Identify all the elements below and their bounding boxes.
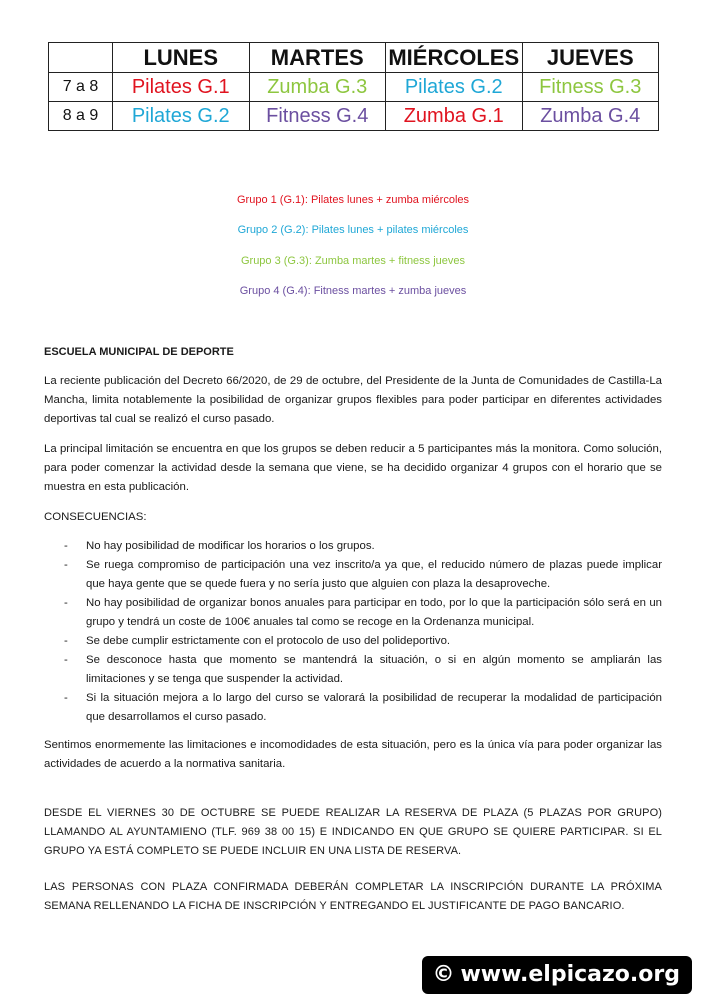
list-item: - Se desconoce hasta que momento se mantendrá la situación, o si en algún momento se ampliarán las limitaciones y se tenga que suspender la actividad.	[64, 654, 662, 685]
schedule-row	[49, 102, 659, 131]
consequences-title: CONSECUENCIAS:	[44, 511, 147, 523]
registration-notice: LAS PERSONAS CON PLAZA CONFIRMADA DEBERÁN COMPLETAR LA INSCRIPCIÓN DURANTE LA PRÓXIMA SEMANA RELLENANDO LA FICHA DE INSCRIPCIÓN Y ENTREGANDO EL JUSTIFICANTE DE PAGO BANCARIO.	[44, 881, 662, 912]
group-legend-2: Grupo 2 (G.2): Pilates lunes + pilates miércoles	[237, 224, 469, 236]
time-slot: 7 a 8	[49, 73, 113, 102]
list-item: - No hay posibilidad de organizar bonos anuales para participar en todo, por lo que la participación sólo será en un grupo y tendrá un coste de 100€ anuales tal como se recoge en la Ordenanza municipal.	[64, 597, 662, 628]
schedule-cell: Zumba G.1	[386, 102, 523, 131]
schedule-corner-cell	[49, 43, 113, 73]
list-item: - Se ruega compromiso de participación una vez inscrito/a ya que, el reducido número de plazas puede implicar que haya gente que se quede fuera y no sería justo que alguien con plaza la desaproveche.	[64, 559, 662, 590]
time-slot: 8 a 9	[49, 102, 113, 131]
schedule-header-row	[49, 43, 659, 73]
list-item: - Si la situación mejora a lo largo del curso se valorará la posibilidad de recuperar la modalidad de participación que desarrollamos el curso pasado.	[64, 692, 662, 723]
watermark-text: www.elpicazo.org	[460, 962, 680, 987]
day-header-monday: LUNES	[113, 43, 250, 73]
schedule-cell: Zumba G.3	[249, 73, 386, 102]
list-item: - Se debe cumplir estrictamente con el protocolo de uso del polideportivo.	[64, 635, 451, 647]
schedule-cell: Pilates G.1	[113, 73, 250, 102]
schedule-cell: Fitness G.4	[249, 102, 386, 131]
list-item: - No hay posibilidad de modificar los horarios o los grupos.	[64, 540, 375, 552]
schedule-row	[49, 73, 659, 102]
section-heading: ESCUELA MUNICIPAL DE DEPORTE	[44, 346, 234, 358]
schedule-cell: Pilates G.2	[386, 73, 523, 102]
consequences-list-wrapper	[44, 537, 662, 727]
group-legend-4: Grupo 4 (G.4): Fitness martes + zumba jueves	[239, 285, 467, 297]
schedule-cell: Fitness G.3	[522, 73, 659, 102]
group-legend-1: Grupo 1 (G.1): Pilates lunes + zumba miércoles	[236, 194, 469, 206]
paragraph-closing: Sentimos enormemente las limitaciones e incomodidades de esta situación, pero es la única vía para poder organizar las actividades de acuerdo a la normativa sanitaria.	[44, 739, 662, 770]
schedule-table	[48, 42, 659, 131]
watermark-badge	[422, 956, 692, 994]
day-header-thursday: JUEVES	[522, 43, 659, 73]
reservation-notice: DESDE EL VIERNES 30 DE OCTUBRE SE PUEDE REALIZAR LA RESERVA DE PLAZA (5 PLAZAS POR GRUPO) LLAMANDO AL AYUNTAMIENO (TLF. 969 38 00 15) E INDICANDO EN QUE GRUPO SE QUIERE PARTICIPAR. SI EL GRUPO YA ESTÁ COMPLETO SE PUEDE INCLUIR EN UNA LISTA DE RESERVA.	[44, 807, 662, 857]
copyright-icon: ©	[432, 962, 455, 987]
day-header-wednesday: MIÉRCOLES	[386, 43, 523, 73]
consequences-list	[44, 537, 662, 727]
paragraph-decree: La reciente publicación del Decreto 66/2020, de 29 de octubre, del Presidente de la Junta de Comunidades de Castilla-La Mancha, limita notablemente la posibilidad de organizar grupos flexibles para poder participar en diferentes actividades deportivas tal cual se realizó el curso pasado.	[44, 375, 662, 425]
group-legend-3: Grupo 3 (G.3): Zumba martes + fitness jueves	[240, 255, 466, 267]
day-header-tuesday: MARTES	[249, 43, 386, 73]
paragraph-limitation: La principal limitación se encuentra en que los grupos se deben reducir a 5 participantes más la monitora. Como solución, para poder comenzar la actividad desde la semana que viene, se ha decidido organizar 4 grupos con el horario que se muestra en esta publicación.	[44, 443, 662, 493]
schedule-cell: Zumba G.4	[522, 102, 659, 131]
schedule-cell: Pilates G.2	[113, 102, 250, 131]
